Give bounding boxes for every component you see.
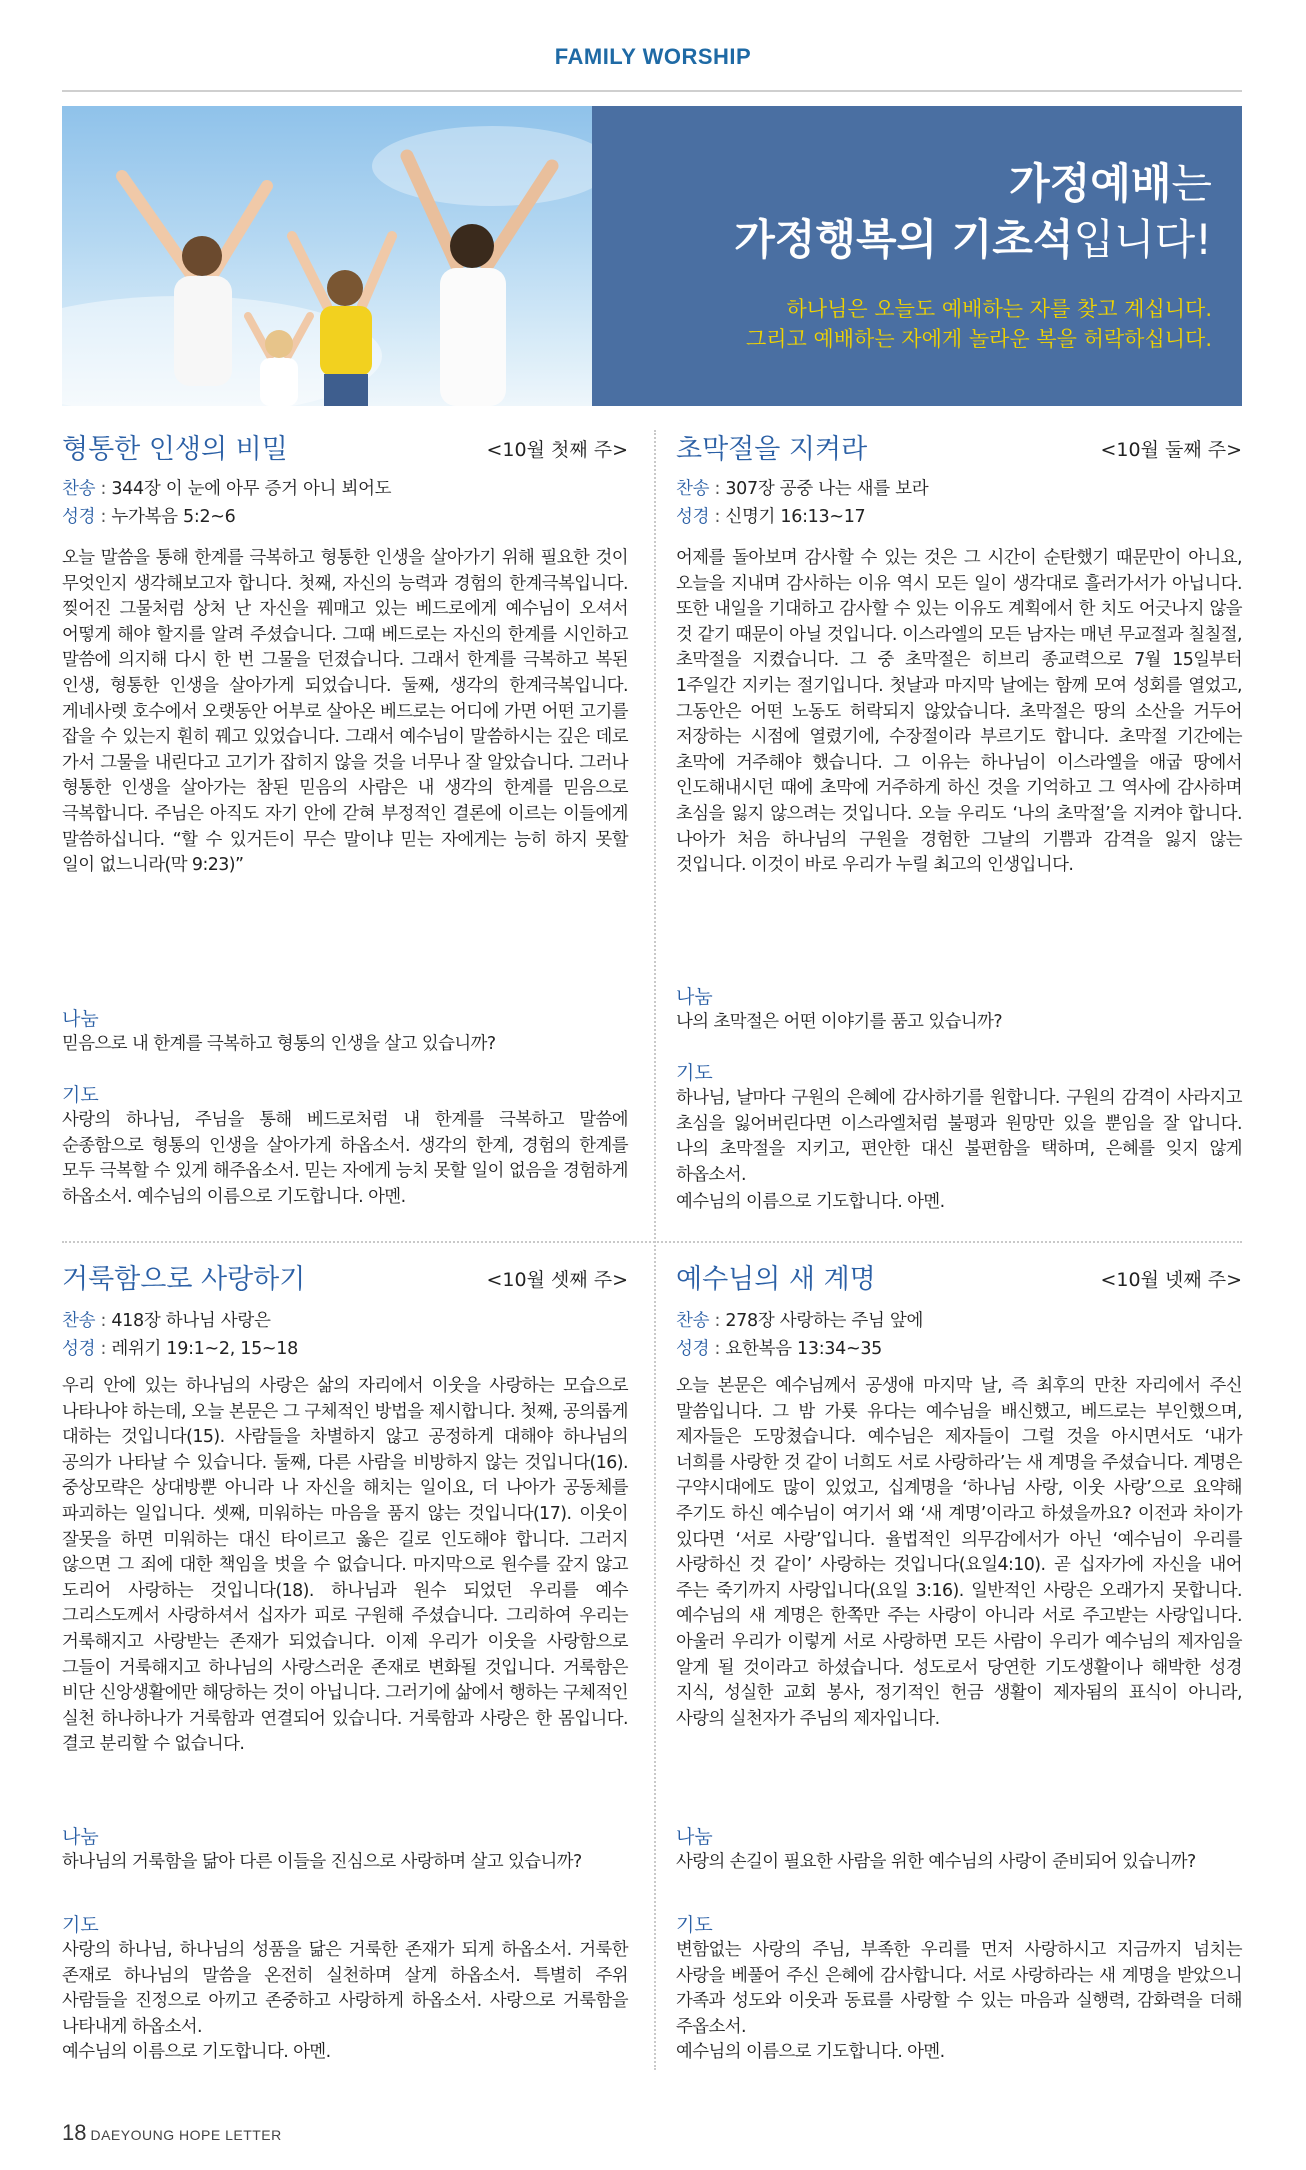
hymn-line: 찬송 : 307장 공중 나는 새를 보라 — [676, 479, 929, 499]
page-number: 18 — [62, 2120, 87, 2145]
family-illustration — [62, 106, 592, 406]
publication-name: DAEYOUNG HOPE LETTER — [90, 2127, 282, 2143]
sharing-text: 믿음으로 내 한계를 극복하고 형통의 인생을 살고 있습니까? — [62, 1034, 496, 1054]
week-label: <10월 셋째 주> — [486, 1269, 628, 1291]
hero-title-line1: 가정예배는 — [1009, 159, 1212, 208]
hero-banner — [62, 106, 1242, 406]
family-photo — [62, 106, 592, 406]
sharing-text: 사랑의 손길이 필요한 사람을 위한 예수님의 사랑이 준비되어 있습니까? — [676, 1852, 1196, 1872]
hero-subtitle-line2: 그리고 예배하는 자에게 놀라운 복을 허락하십니다. — [745, 327, 1212, 351]
hymn-text: 307장 공중 나는 새를 보라 — [725, 479, 929, 499]
scripture-line: 성경 : 레위기 19:1~2, 15~18 — [62, 1339, 298, 1359]
row-divider — [62, 1241, 1242, 1243]
sermon-body: 우리 안에 있는 하나님의 사랑은 삶의 자리에서 이웃을 사랑하는 모습으로 나타나야 하는데, 오늘 본문은 그 구체적인 방법을 제시합니다. 첫째, 공의롭게 대하는 것입니다(15). 사람들을 차별하지 않고 공정하게 대해야 하나님의 공의가 나타날 수 있습니다. 둘째, 다른 사람을 비방하지 않는 것입니다(16). 중상모략은 상대방뿐 아니라 나 자신을 해치는 일이요, 더 나아가 공동체를 파괴하는 일입니다. 셋째, 미워하는 마음을 품지 않는 것입니다(17). 이웃이 잘못을 하면 미워하는 대신 타이르고 옳은 길로 인도해야 합니다. 그러지 않으면 그 죄에 대한 책임을 벗을 수 없습니다. 마지막으로 원수를 갚지 않고 도리어 사랑하는 것입니다(18). 하나님과 원수 되었던 우리를 예수 그리스도께서 사랑하셔서 십자가 피로 구원해 주셨습니다. 그리하여 우리는 거룩해지고 사랑받는 존재가 되었습니다. 이제 우리가 이웃을 사랑함으로 그들이 거룩해지고 하나님의 사랑스러운 존재로 변화될 것입니다. 거룩함은 비단 신앙생활에만 해당하는 것이 아닙니다. 그러기에 삶에서 행하는 구체적인 실천 하나하나가 거룩함과 연결되어 있습니다. 거룩함과 사랑은 한 몸입니다. 결코 분리할 수 없습니다. — [62, 1376, 628, 1755]
prayer-closing: 예수님의 이름으로 기도합니다. 아멘. — [62, 2042, 331, 2062]
scripture-text: 신명기 16:13~17 — [725, 507, 866, 527]
sharing-text: 하나님의 거룩함을 닮아 다른 이들을 진심으로 사랑하며 살고 있습니까? — [62, 1852, 582, 1872]
prayer-label: 기도 — [62, 1914, 99, 1936]
prayer-text: 변함없는 사랑의 주님, 부족한 우리를 먼저 사랑하시고 지금까지 넘치는 사랑을 베풀어 주신 은혜에 감사합니다. 서로 사랑하라는 새 계명을 받았으니 가족과 성도와 이웃과 동료를 사랑할 수 있는 마음과 실행력, 감화력을 더해 주옵소서. — [676, 1940, 1242, 2037]
prayer-closing: 예수님의 이름으로 기도합니다. 아멘. — [676, 1192, 945, 1212]
hymn-line: 찬송 : 418장 하나님 사랑은 — [62, 1311, 271, 1331]
sharing-label: 나눔 — [676, 986, 713, 1008]
prayer-text: 사랑의 하나님, 하나님의 성품을 닮은 거룩한 존재가 되게 하옵소서. 거룩한 존재로 하나님의 말씀을 온전히 실천하며 살게 하옵소서. 특별히 주위 사람들을 진정으로 아끼고 존중하고 사랑하게 하옵소서. 사랑으로 거룩함을 나타내게 하옵소서. — [62, 1940, 628, 2037]
prayer-label: 기도 — [676, 1914, 713, 1936]
header-rule — [62, 90, 1242, 92]
sharing-text: 나의 초막절은 어떤 이야기를 품고 있습니까? — [676, 1012, 1003, 1032]
scripture-line: 성경 : 누가복음 5:2~6 — [62, 507, 236, 527]
sermon-body: 오늘 본문은 예수님께서 공생애 마지막 날, 즉 최후의 만찬 자리에서 주신 말씀입니다. 그 밤 가룟 유다는 예수님을 배신했고, 베드로는 부인했으며, 제자들은 도망쳤습니다. 예수님은 제자들이 그럴 것을 아시면서도 ‘내가 너희를 사랑한 것 같이 너희도 서로 사랑하라’는 새 계명을 주셨습니다. 계명은 구약시대에도 많이 있었고, 십계명을 ‘하나님 사랑, 이웃 사랑’으로 요약해 주기도 하신 예수님이 여기서 왜 ‘새 계명’이라고 하셨을까요? 이전과 차이가 있다면 ‘서로 사랑’입니다. 율법적인 의무감에서가 아닌 ‘예수님이 우리를 사랑하신 것 같이’ 사랑하는 것입니다(요일4:10). 곧 십자가에 자신을 내어 주는 죽기까지 사랑입니다(요일 3:16). 일반적인 사랑은 오래가지 못합니다. 예수님의 새 계명은 한쪽만 주는 사랑이 아니라 서로 주고받는 사랑입니다. 아울러 우리가 이렇게 서로 사랑하면 모든 사람이 우리가 예수님의 제자임을 알게 될 것이라고 하셨습니다. 성도로서 당연한 기도생활이나 해박한 성경 지식, 성실한 교회 봉사, 정기적인 헌금 생활이 제자됨의 표식이 아니라, 사랑의 실천자가 주님의 제자입니다. — [676, 1376, 1242, 1729]
section-header: FAMILY WORSHIP — [554, 44, 752, 69]
week-label: <10월 첫째 주> — [486, 439, 628, 461]
hymn-text: 344장 이 눈에 아무 증거 아니 뵈어도 — [111, 479, 392, 499]
hero-text-panel — [592, 106, 1242, 406]
hero-title-line2: 가정행복의 기초석입니다! — [734, 215, 1212, 264]
scripture-text: 누가복음 5:2~6 — [111, 507, 236, 527]
column-divider — [654, 430, 656, 2070]
sharing-label: 나눔 — [676, 1826, 713, 1848]
hymn-line: 찬송 : 278장 사랑하는 주님 앞에 — [676, 1311, 924, 1331]
section-title: 거룩함으로 사랑하기 — [62, 1264, 306, 1295]
section-title: 초막절을 지켜라 — [676, 434, 868, 465]
prayer-text: 사랑의 하나님, 주님을 통해 베드로처럼 내 한계를 극복하고 말씀에 순종함으로 형통의 인생을 살아가게 하옵소서. 생각의 한계, 경험의 한계를 모두 극복할 수 있게 해주옵소서. 믿는 자에게 능치 못할 일이 없음을 경험하게 하옵소서. 예수님의 이름으로 기도합니다. 아멘. — [62, 1110, 628, 1207]
prayer-closing: 예수님의 이름으로 기도합니다. 아멘. — [676, 2042, 945, 2062]
hymn-line: 찬송 : 344장 이 눈에 아무 증거 아니 뵈어도 — [62, 479, 392, 499]
prayer-text: 하나님, 날마다 구원의 은혜에 감사하기를 원합니다. 구원의 감격이 사라지고 초심을 잃어버린다면 이스라엘처럼 불평과 원망만 있을 뿐임을 잘 압니다. 나의 초막절을 지키고, 편안한 대신 불편함을 택하며, 은혜를 잊지 않게 하옵소서. — [676, 1088, 1242, 1185]
sharing-label: 나눔 — [62, 1826, 99, 1848]
scripture-text: 요한복음 13:34~35 — [725, 1339, 882, 1359]
page-footer — [62, 2120, 282, 2146]
section-title: 예수님의 새 계명 — [676, 1264, 876, 1295]
week-label: <10월 넷째 주> — [1100, 1269, 1242, 1291]
section-title: 형통한 인생의 비밀 — [62, 434, 288, 465]
prayer-label: 기도 — [676, 1062, 713, 1084]
scripture-text: 레위기 19:1~2, 15~18 — [111, 1339, 298, 1359]
scripture-line: 성경 : 신명기 16:13~17 — [676, 507, 866, 527]
sermon-body: 어제를 돌아보며 감사할 수 있는 것은 그 시간이 순탄했기 때문만이 아니요, 오늘을 지내며 감사하는 이유 역시 모든 일이 생각대로 흘러가서가 아닙니다. 또한 내일을 기대하고 감사할 수 있는 이유도 계획에서 한 치도 어긋나지 않을 것 같기 때문이 아닐 것입니다. 이스라엘의 모든 남자는 매년 무교절과 칠칠절, 초막절을 지켰습니다. 그 중 초막절은 히브리 종교력으로 7월 15일부터 1주일간 지키는 절기입니다. 첫날과 마지막 날에는 함께 모여 성회를 열었고, 그동안은 어떤 노동도 허락되지 않았습니다. 초막절은 땅의 소산을 거두어 저장하는 시점에 열렸기에, 수장절이라 부르기도 합니다. 초막절 기간에는 초막에 거주해야 했습니다. 그 이유는 하나님이 이스라엘을 애굽 땅에서 인도해내시던 때에 초막에 거주하게 하신 것을 기억하고 그 역사에 감사하며 초심을 잃지 않으려는 것입니다. 오늘 우리도 ‘나의 초막절’을 지켜야 합니다. 나아가 처음 하나님의 구원을 경험한 그날의 기쁨과 감격을 잃지 않는 것입니다. 이것이 바로 우리가 누릴 최고의 인생입니다. — [676, 548, 1242, 876]
prayer-label: 기도 — [62, 1084, 99, 1106]
week-label: <10월 둘째 주> — [1100, 439, 1242, 461]
hymn-text: 418장 하나님 사랑은 — [111, 1311, 271, 1331]
hero-subtitle-line1: 하나님은 오늘도 예배하는 자를 찾고 계십니다. — [786, 297, 1212, 321]
hymn-text: 278장 사랑하는 주님 앞에 — [725, 1311, 924, 1331]
scripture-line: 성경 : 요한복음 13:34~35 — [676, 1339, 882, 1359]
sermon-body: 오늘 말씀을 통해 한계를 극복하고 형통한 인생을 살아가기 위해 필요한 것이 무엇인지 생각해보고자 합니다. 첫째, 자신의 능력과 경험의 한계극복입니다. 찢어진 그물처럼 상처 난 자신을 꿰매고 있는 베드로에게 예수님이 오셔서 어떻게 해야 할지를 알려 주셨습니다. 그때 베드로는 자신의 한계를 시인하고 말씀에 의지해 다시 한 번 그물을 던졌습니다. 그래서 한계를 극복하고 복된 인생, 형통한 인생을 살아가게 되었습니다. 둘째, 생각의 한계극복입니다. 게네사렛 호수에서 오랫동안 어부로 살아온 베드로는 어디에 가면 어떤 고기를 잡을 수 있는지 훤히 꿰고 있었습니다. 그래서 예수님이 말씀하시는 깊은 데로 가서 그물을 내린다고 고기가 잡히지 않을 것을 너무나 잘 알았습니다. 그러나 형통한 인생을 살아가는 참된 믿음의 사람은 내 생각의 한계를 믿음으로 극복합니다. 주님은 아직도 자기 안에 갇혀 부정적인 결론에 이르는 이들에게 말씀하십니다. “할 수 있거든이 무슨 말이냐 믿는 자에게는 능히 하지 못할 일이 없느니라(막 9:23)” — [62, 548, 628, 876]
sharing-label: 나눔 — [62, 1008, 99, 1030]
